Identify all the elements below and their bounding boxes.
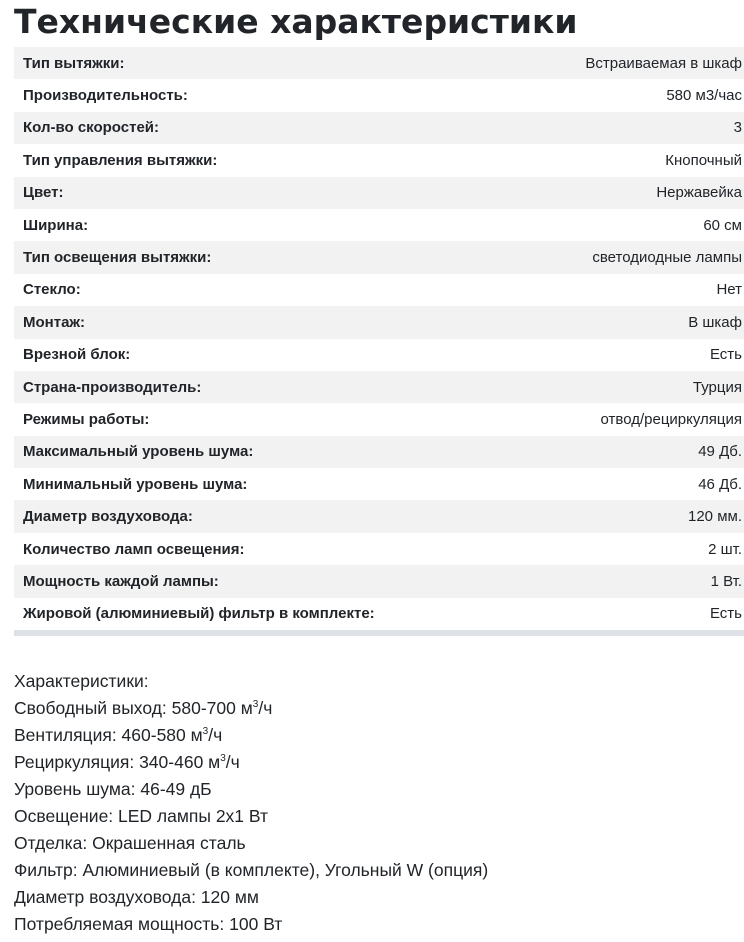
spec-label: Тип вытяжки: xyxy=(14,47,521,79)
spec-label: Максимальный уровень шума: xyxy=(14,436,521,468)
spec-label: Жировой (алюминиевый) фильтр в комплекте: xyxy=(23,605,375,623)
spec-value: В шкаф xyxy=(521,306,744,338)
table-row xyxy=(14,177,744,209)
table-row xyxy=(14,306,744,338)
feature-superscript: 3 xyxy=(252,699,259,711)
spec-label: Монтаж: xyxy=(14,306,521,338)
table-row xyxy=(14,598,744,633)
specifications-table xyxy=(14,47,744,636)
feature-noise: Уровень шума: 46-49 дБ xyxy=(14,779,212,799)
table-row xyxy=(14,436,744,468)
table-row xyxy=(14,565,744,597)
feature-finish: Отделка: Окрашенная сталь xyxy=(14,833,246,853)
feature-text: Вентиляция: 460-580 м xyxy=(14,725,203,745)
table-row xyxy=(14,241,744,273)
page-title: Технические характеристики xyxy=(14,2,578,41)
feature-duct-diameter: Диаметр воздуховода: 120 мм xyxy=(14,887,259,907)
spec-value: 3 xyxy=(521,112,744,144)
table-row xyxy=(14,274,744,306)
spec-label: Диаметр воздуховода: xyxy=(14,500,521,532)
spec-label: Цвет: xyxy=(14,177,521,209)
table-row xyxy=(14,403,744,435)
spec-value: Нет xyxy=(716,281,742,299)
spec-value: Турция xyxy=(521,371,744,403)
feature-superscript: 3 xyxy=(220,753,226,765)
feature-unit-tail: /ч xyxy=(258,698,273,718)
feature-recirculation xyxy=(14,749,488,776)
spec-label: Страна-производитель: xyxy=(14,371,521,403)
spec-label: Врезной блок: xyxy=(23,346,131,364)
spec-value: 1 Вт. xyxy=(521,565,744,597)
spec-label: Тип управления вытяжки: xyxy=(23,151,218,169)
spec-label: Минимальный уровень шума: xyxy=(23,475,248,493)
feature-power: Потребляемая мощность: 100 Вт xyxy=(14,914,283,934)
spec-value: 49 Дб. xyxy=(521,436,744,468)
table-row xyxy=(14,79,744,111)
feature-free-outlet xyxy=(14,695,488,722)
feature-ventilation xyxy=(14,722,488,749)
feature-filter: Фильтр: Алюминиевый (в комплекте), Угольный W (опция) xyxy=(14,860,489,880)
spec-label: Тип освещения вытяжки: xyxy=(14,241,521,273)
table-row xyxy=(14,209,744,241)
spec-value: 120 мм. xyxy=(521,500,744,532)
features-description xyxy=(14,668,488,938)
spec-value: 46 Дб. xyxy=(698,475,742,493)
feature-unit-tail: /ч xyxy=(225,752,240,772)
feature-unit-tail: /ч xyxy=(208,725,223,745)
spec-label: Режимы работы: xyxy=(23,410,150,428)
spec-value: Нержавейка xyxy=(521,177,744,209)
table-row xyxy=(14,144,744,176)
feature-superscript: 3 xyxy=(202,726,209,738)
spec-value: 2 шт. xyxy=(708,540,742,558)
table-row xyxy=(14,371,744,403)
spec-value: Есть xyxy=(709,605,742,623)
table-row xyxy=(14,468,744,500)
table-row xyxy=(14,47,744,79)
spec-value: 60 см xyxy=(703,216,742,234)
spec-value: Кнопочный xyxy=(665,151,742,169)
spec-label: Кол-во скоростей: xyxy=(14,112,521,144)
feature-lighting: Освещение: LED лампы 2х1 Вт xyxy=(14,806,269,826)
spec-value: Есть xyxy=(709,346,742,364)
feature-text: Рециркуляция: 340-460 м xyxy=(14,752,221,772)
table-row xyxy=(14,533,744,565)
table-row xyxy=(14,339,744,371)
spec-value: отвод/рециркуляция xyxy=(600,410,742,428)
feature-text: Свободный выход: 580-700 м xyxy=(14,698,253,718)
spec-label: Количество ламп освещения: xyxy=(23,540,245,558)
spec-label: Производительность: xyxy=(23,87,188,105)
features-heading: Характеристики: xyxy=(14,671,149,691)
spec-label: Ширина: xyxy=(23,216,89,234)
table-row xyxy=(14,112,744,144)
spec-label: Мощность каждой лампы: xyxy=(14,565,521,597)
spec-value: Встраиваемая в шкаф xyxy=(521,47,744,79)
spec-label: Стекло: xyxy=(23,281,81,299)
spec-value: 580 м3/час xyxy=(666,87,742,105)
spec-value: светодиодные лампы xyxy=(521,241,744,273)
table-row xyxy=(14,500,744,532)
